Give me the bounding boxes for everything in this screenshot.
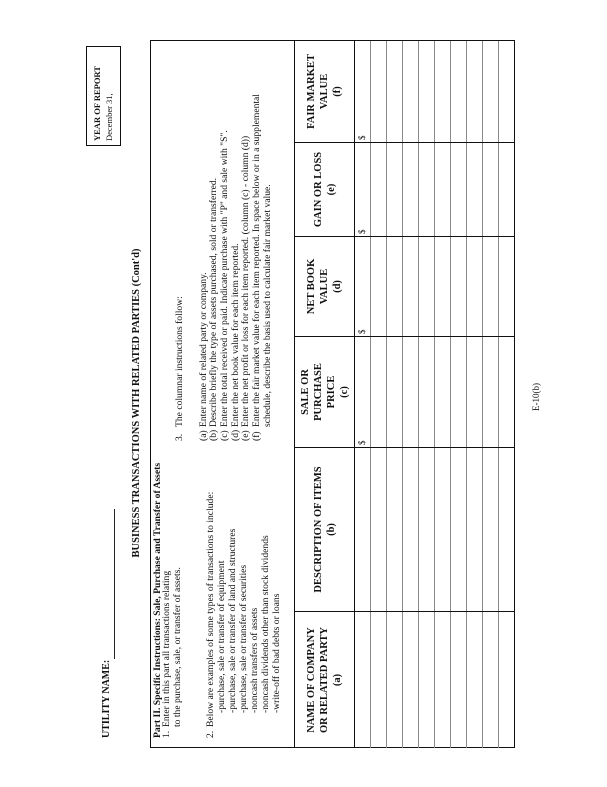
table-cell-c — [355, 337, 371, 447]
table-cell-e — [435, 143, 451, 236]
column-header-d — [295, 237, 355, 336]
table-cell-e — [419, 143, 435, 236]
column-e — [295, 143, 515, 237]
instruction-2-example: -noncash transfers of assets — [249, 607, 260, 713]
table-cell-d — [355, 237, 371, 336]
table-cell-b — [371, 448, 387, 611]
table-cell-a — [483, 612, 499, 748]
utility-name-label: UTILITY NAME: — [101, 659, 112, 738]
table-cell-d — [371, 237, 387, 336]
related-party-transactions-table — [294, 40, 515, 748]
column-header-e — [295, 143, 355, 236]
table-cell-e — [451, 143, 467, 236]
instruction-3-intro: The columnar instructions follow: — [174, 296, 185, 427]
table-cell-a — [403, 612, 419, 748]
table-cell-b — [419, 448, 435, 611]
table-cell-a — [419, 612, 435, 748]
column-instruction-text-d: Enter the net book value for each item reported. — [230, 243, 241, 427]
table-cell-c — [499, 337, 515, 447]
column-instruction-text-f: schedule, describe the basis used to calculate fair market value. — [262, 184, 273, 427]
instruction-2-example: -purchase, sale or transfer of securities — [238, 564, 249, 713]
column-header-label: OR RELATED PARTY — [319, 627, 330, 733]
column-header-label: PRICE — [325, 375, 337, 409]
currency-symbol: $ — [357, 229, 367, 234]
table-cell-a — [467, 612, 483, 748]
table-cell-f — [403, 41, 419, 142]
table-cell-e — [499, 143, 515, 236]
column-header-label: NET BOOK — [306, 258, 317, 315]
column-header-letter: (e) — [325, 183, 337, 196]
instruction-1-number: 1. — [161, 730, 172, 738]
column-instruction-text-e: Enter the net profit or loss for each item reported. (column (c) - column (d)) — [240, 135, 251, 427]
column-header-letter: (c) — [338, 386, 350, 398]
table-cell-c — [467, 337, 483, 447]
column-instruction-text-c: Enter the total received or paid. Indicate purchase with "P" and sale with "S". — [219, 130, 230, 427]
table-cell-b — [483, 448, 499, 611]
table-cell-f — [499, 41, 515, 142]
table-cell-f — [419, 41, 435, 142]
table-cell-d — [499, 237, 515, 336]
table-cell-b — [355, 448, 371, 611]
column-b-cells — [355, 448, 515, 611]
table-cell-b — [499, 448, 515, 611]
column-e-cells — [355, 143, 515, 236]
column-header-b — [295, 448, 355, 611]
table-cell-f — [387, 41, 403, 142]
table-cell-f — [371, 41, 387, 142]
column-instruction-key-b: (b) — [208, 429, 219, 441]
instruction-2-example: -noncash dividends other than stock dividends — [260, 535, 271, 713]
column-instruction-text-a: Enter name of related party or company. — [198, 272, 209, 427]
instructions-heading: Part II. Specific Instructions: Sale, Purchase and Transfer of Assets — [152, 462, 163, 738]
instruction-2-number: 2. — [205, 730, 216, 738]
table-cell-f — [483, 41, 499, 142]
column-f-cells — [355, 41, 515, 142]
column-header-a — [295, 612, 355, 748]
table-cell-e — [355, 143, 371, 236]
table-cell-a — [355, 612, 371, 748]
table-cell-b — [467, 448, 483, 611]
instruction-2-example: -purchase, sale or transfer of equipment — [216, 560, 227, 713]
table-cell-a — [387, 612, 403, 748]
table-cell-c — [419, 337, 435, 447]
column-instruction-key-d: (d) — [230, 429, 241, 441]
column-header-label: FAIR MARKET — [306, 54, 317, 129]
table-cell-d — [467, 237, 483, 336]
column-instruction-text-b: Describe briefly the type of assets purchased, sold or transferred. — [208, 177, 219, 427]
table-cell-c — [403, 337, 419, 447]
table-cell-e — [483, 143, 499, 236]
table-cell-f — [451, 41, 467, 142]
table-cell-a — [499, 612, 515, 748]
table-cell-b — [387, 448, 403, 611]
table-cell-e — [371, 143, 387, 236]
table-cell-d — [419, 237, 435, 336]
instruction-1-line: Enter in this part all transactions relating — [161, 570, 172, 727]
column-instruction-key-e: (e) — [240, 430, 251, 441]
column-header-letter: (f) — [332, 86, 343, 97]
table-cell-d — [435, 237, 451, 336]
table-cell-f — [435, 41, 451, 142]
table-cell-d — [451, 237, 467, 336]
instruction-2-intro: Below are examples of some types of transactions to include: — [205, 491, 216, 727]
year-of-report-date: December 31, — [104, 93, 114, 141]
column-instruction-text-f: Enter the fair market value for each item reported. In space below or in a supplemental — [251, 94, 262, 427]
table-cell-f — [467, 41, 483, 142]
table-cell-b — [403, 448, 419, 611]
instruction-2-example: -purchase, sale or transfer of land and structures — [227, 528, 238, 713]
column-header-label: VALUE — [319, 73, 330, 110]
column-header-label: NAME OF COMPANY — [306, 627, 317, 733]
column-instruction-key-f: (f) — [251, 431, 262, 441]
column-a-cells — [355, 612, 515, 748]
column-header-letter: (d) — [332, 280, 343, 293]
table-cell-e — [467, 143, 483, 236]
column-c — [295, 337, 515, 448]
column-d-cells — [355, 237, 515, 336]
year-of-report-label: YEAR OF REPORT — [92, 66, 102, 141]
table-cell-c — [451, 337, 467, 447]
page-title: BUSINESS TRANSACTIONS WITH RELATED PARTIES (Cont'd) — [131, 248, 142, 558]
table-cell-d — [483, 237, 499, 336]
table-cell-a — [435, 612, 451, 748]
column-header-label: SALE OR — [299, 369, 311, 415]
instruction-2-example: -write-off of bad debts or loans — [271, 593, 282, 713]
table-cell-a — [451, 612, 467, 748]
column-header-label: PURCHASE — [312, 363, 324, 421]
table-cell-c — [435, 337, 451, 447]
table-cell-c — [371, 337, 387, 447]
column-header-letter: (b) — [325, 523, 337, 536]
table-cell-e — [387, 143, 403, 236]
table-cell-a — [371, 612, 387, 748]
table-cell-c — [387, 337, 403, 447]
table-cell-b — [435, 448, 451, 611]
table-cell-d — [403, 237, 419, 336]
page-number: E-10(b) — [531, 383, 541, 411]
column-a — [295, 612, 515, 748]
column-instruction-key-c: (c) — [219, 430, 230, 441]
currency-symbol: $ — [357, 135, 367, 140]
instruction-1-line: to the purchase, sale, or transfer of assets. — [172, 567, 183, 727]
column-c-cells — [355, 337, 515, 447]
table-cell-c — [483, 337, 499, 447]
column-d — [295, 237, 515, 337]
column-header-label: DESCRIPTION OF ITEMS — [312, 466, 324, 593]
table-cell-d — [387, 237, 403, 336]
column-b — [295, 448, 515, 612]
column-header-c — [295, 337, 355, 447]
column-header-label: GAIN OR LOSS — [312, 151, 324, 228]
column-header-f — [295, 41, 355, 142]
currency-symbol: $ — [357, 440, 367, 445]
instruction-3-number: 3. — [174, 433, 185, 441]
column-header-letter: (a) — [332, 673, 343, 687]
table-cell-e — [403, 143, 419, 236]
column-header-label: VALUE — [319, 268, 330, 305]
column-instruction-key-a: (a) — [198, 430, 209, 441]
table-cell-b — [451, 448, 467, 611]
table-cell-f — [355, 41, 371, 142]
currency-symbol: $ — [357, 329, 367, 334]
column-f — [295, 41, 515, 143]
